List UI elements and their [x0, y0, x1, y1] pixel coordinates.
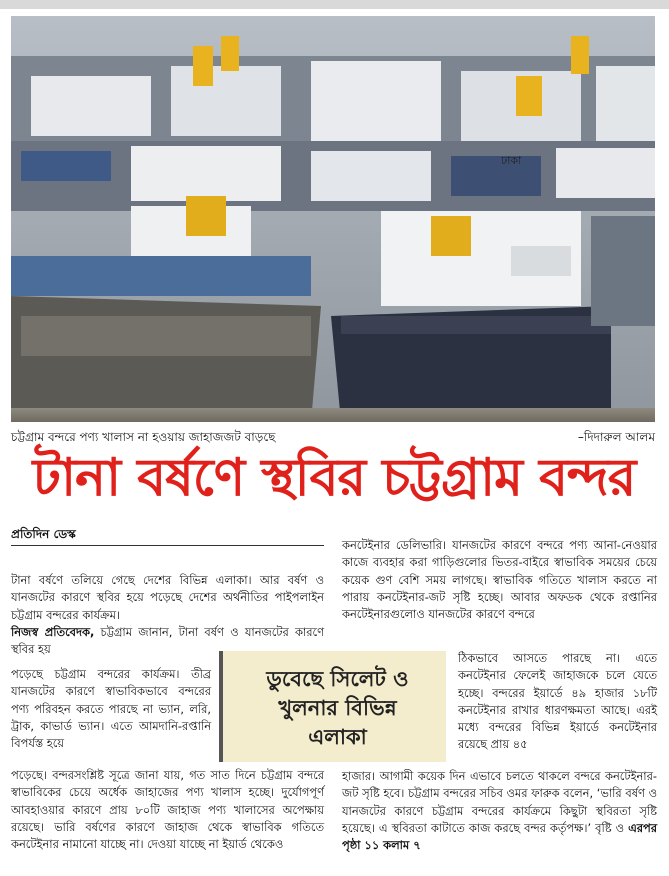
pull-quote-line-2: খুলনার বিভিন্ন: [278, 696, 397, 720]
article-column-2-bottom: [342, 768, 657, 854]
article-column-1-top: [11, 572, 324, 658]
pull-quote-line-3: এলাকা: [308, 725, 367, 749]
headline: টানা বর্ষণে স্থবির চট্টগ্রাম বন্দর: [32, 448, 636, 508]
byline: প্রতিদিন ডেস্ক: [11, 527, 76, 541]
column-2-rest-text: হাজার। আগামী কয়েক দিন এভাবে চলতে থাকলে বন্দরে কনটেইনার-জট সৃষ্টি হবে। চট্টগ্রাম বন্দরের সচিব ওমর ফারুক বলেন, ‘ভারি বর্ষণ ও যানজটের কারণে চট্টগ্রাম বন্দরের কার্যক্রমে কিছুটা স্থবিরতা সৃষ্টি হয়েছে। এ স্থবিরতা কাটাতে কাজ করছে বন্দর কর্তৃপক্ষ।’ বৃষ্টি ও: [342, 769, 657, 835]
photo-caption: চট্টগ্রাম বন্দরে পণ্য খালাস না হওয়ায় জাহাজজট বাড়ছে: [11, 430, 276, 444]
news-photo: [11, 16, 655, 422]
ship-name-label: ঢাকা: [501, 154, 522, 167]
article-column-1-wrap: [11, 666, 211, 752]
pull-quote-box: [219, 651, 446, 762]
reporter-lead: নিজস্ব প্রতিবেদক,: [11, 624, 95, 639]
article-rest-text: পড়েছে। বন্দরসংশ্লিষ্ট সূত্রে জানা যায়, গত সাত দিনে চট্টগ্রাম বন্দরে স্বাভাবিকের চেয়ে অর্ধেক জাহাজের পণ্য খালাস হচ্ছে। দুর্যোগপূর্ণ আবহাওয়ার কারণে প্রায় ৮০টি জাহাজ পণ্য খালাসের অপেক্ষায় রয়েছে। ভারি বর্ষণের কারণে জাহাজ থেকে স্বাভাবিক গতিতে কনটেইনার নামানো যাচ্ছে না। দেওয়া যাচ্ছে না ইয়ার্ড থেকেও: [11, 768, 324, 852]
byline-divider: [11, 545, 324, 546]
article-column-1-bottom: [11, 767, 324, 853]
article-column-2-wrap: [458, 650, 657, 754]
column-2-top-text: কনটেইনার ডেলিভারি। যানজটের কারণে বন্দরে পণ্য আনা-নেওয়ার কাজে ব্যবহার করা গাড়িগুলোর ভিতর-বাইরে স্বাভাবিক সময়ের চেয়ে কয়েক গুণ বেশি সময় লাগছে। স্বাভাবিক গতিতে খালাস করতে না পারায় কনটেইনার-জট সৃষ্টি হচ্ছে। আবার অফডক থেকে রপ্তানির কনটেইনারগুলোও যানজটের কারণে বন্দরে: [342, 538, 657, 622]
ships-at-port-image: [11, 16, 655, 422]
top-rule: [0, 0, 669, 9]
pull-quote-line-1: ডুবেছে সিলেট ও: [266, 667, 409, 691]
photo-credit: –দিদারুল আলম: [577, 430, 655, 444]
column-2-wrap-text: ঠিকভাবে আসতে পারছে না। এতে কনটেইনার ফেলেই জাহাজকে চলে যেতে হচ্ছে। বন্দরের ইয়ার্ডে ৪৯ হাজার ১৮টি কনটেইনার রাখার ধারণক্ষমতা আছে। এরই মধ্যে বন্দরের বিভিন্ন ইয়ার্ডে কনটেইনার রয়েছে প্রায় ৪৫: [458, 651, 657, 752]
article-intro-2-text: চট্টগ্রাম জানান, টানা বর্ষণ ও যানজটের কারণে স্থবির হয়: [11, 624, 325, 657]
article-column-2-top: [342, 537, 657, 623]
article-intro: টানা বর্ষণে তলিয়ে গেছে দেশের বিভিন্ন এলাকা। আর বর্ষণ ও যানজটের কারণে স্থবির হয়ে পড়েছে দেশের অর্থনীতির পাইপলাইন চট্টগ্রাম বন্দরের কার্যক্রম।: [11, 573, 324, 622]
continued-on-page-link[interactable]: এরপর পৃষ্ঠা ১১ কলাম ৭: [342, 820, 658, 853]
article-wrap-text: পড়েছে চট্টগ্রাম বন্দরের কার্যক্রম। তীব্র যানজটের কারণে স্বাভাবিকভাবে বন্দরের পণ্য পরিবহন করতে পারছে না ভ্যান, লরি, ট্রাক, কাভার্ড ভ্যান। এতে আমদানি-রপ্তানি বিপর্যস্ত হয়ে: [11, 667, 211, 751]
